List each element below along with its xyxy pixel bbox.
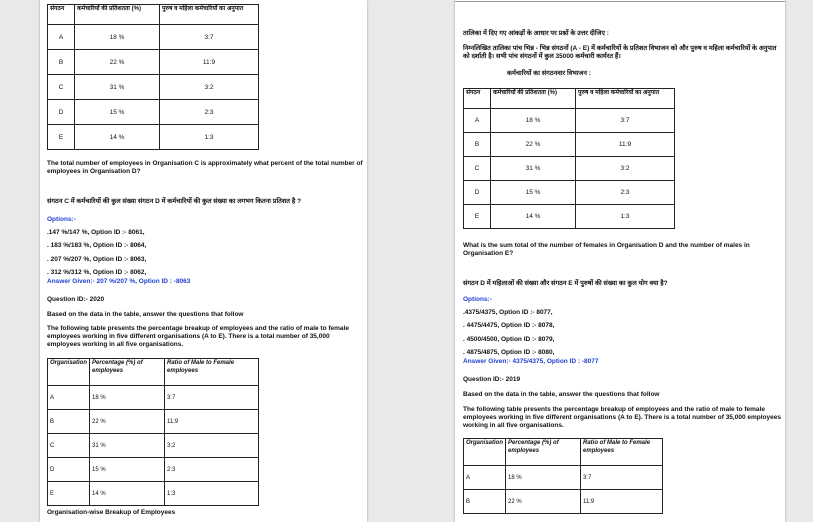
table-cell: C (48, 75, 75, 100)
table-cell: B (464, 490, 506, 514)
header-cell: कर्मचारियों की प्रतिशतता (%) (75, 5, 160, 25)
question-id: Question ID:- 2019 (463, 376, 521, 383)
option-item[interactable]: . 183 %/183 %, Option ID :- 8064, (47, 242, 147, 249)
table-cell: 22 % (90, 410, 165, 434)
header-cell: Percentage (%) of employees (506, 439, 581, 466)
options-label: Options:- (47, 216, 76, 223)
table-cell: 3:2 (165, 434, 259, 458)
table-cell: 18 % (506, 466, 581, 490)
table-cell: E (48, 482, 90, 506)
table-cell: 2:3 (576, 181, 675, 205)
hindi-caption: कर्मचारियों का संगठनवार विभाजन : (507, 70, 591, 77)
table-cell: 1:3 (160, 125, 259, 150)
table-cell: 11:9 (576, 133, 675, 157)
option-item[interactable]: . 4875/4875, Option ID :- 8080, (463, 349, 555, 356)
right-page (455, 0, 785, 522)
option-item[interactable]: .4375/4375, Option ID :- 8077, (463, 309, 553, 316)
table-cell: 14 % (491, 205, 576, 229)
table-cell: D (48, 100, 75, 125)
answer-given: Answer Given:- 207 %/207 %, Option ID : -8063 (47, 278, 191, 285)
option-item[interactable]: . 207 %/207 %, Option ID :- 8063, (47, 256, 147, 263)
hindi-intro: तालिका में दिए गए आंकड़ों के आधार पर प्रश्नों के उत्तर दीजिए : (463, 30, 609, 37)
question-english: The total number of employees in Organisation C is approximately what percent of the total number of employees in Organisation D? (47, 160, 363, 175)
table-cell: 15 % (90, 458, 165, 482)
left-bottom-table (47, 358, 259, 506)
table-cell: 22 % (506, 490, 581, 514)
option-item[interactable]: . 312 %/312 %, Option ID :- 8062, (47, 269, 147, 276)
header-cell: Percentage (%) of employees (90, 359, 165, 386)
right-table (463, 88, 675, 229)
table-cell: 14 % (75, 125, 160, 150)
hindi-paragraph: निम्नलिखित तालिका पांच भिन्न - भिन्न संगठनों (A - E) में कर्मचारियों के प्रतिशत विभाजन को और पुरुष व महिला कर्मचारियों के अनुपात को दर्शाती है। सभी पांच संगठनों में कुल 35000 कर्मचारी कार्यरत हैं। (463, 45, 777, 60)
table-cell: 3:7 (165, 386, 259, 410)
header-cell: Organisation (48, 359, 90, 386)
table-cell: 3:7 (160, 25, 259, 50)
table-cell: C (48, 434, 90, 458)
paragraph: The following table presents the percentage breakup of employees and the ratio of male to female employees working in five different organisations (A to E). There is a total number of 35,000 employees working in all five organisations. (463, 406, 781, 429)
table-cell: B (48, 50, 75, 75)
table-caption: Organisation-wise Breakup of Employees (47, 509, 176, 516)
right-bottom-table (463, 438, 663, 514)
table-cell: E (464, 205, 491, 229)
question-hindi: संगठन C में कर्मचारियों की कुल संख्या संगठन D में कर्मचारियों की कुल संख्या का लगभग कितना प्रतिशत है ? (47, 198, 302, 205)
table-cell: 18 % (75, 25, 160, 50)
table-cell: D (48, 458, 90, 482)
table-cell: 18 % (90, 386, 165, 410)
table-cell: C (464, 157, 491, 181)
header-cell: Ratio of Male to Female employees (581, 439, 663, 466)
header-cell: Ratio of Male to Female employees (165, 359, 259, 386)
header-cell: पुरुष व महिला कर्मचारियों का अनुपात (576, 89, 675, 109)
table-cell: A (464, 109, 491, 133)
header-cell: कर्मचारियों की प्रतिशतता (%) (491, 89, 576, 109)
table-cell: 22 % (491, 133, 576, 157)
header-cell: संगठन (464, 89, 491, 109)
header-cell: संगठन (48, 5, 75, 25)
table-cell: 11:9 (160, 50, 259, 75)
table-cell: E (48, 125, 75, 150)
table-cell: 3:7 (581, 466, 663, 490)
table-cell: 2:3 (160, 100, 259, 125)
question-english: What is the sum total of the number of females in Organisation D and the number of males in Organisation E? (463, 242, 750, 257)
table-cell: 3:2 (576, 157, 675, 181)
table-cell: 15 % (491, 181, 576, 205)
page-divider (455, 1, 785, 2)
answer-given: Answer Given:- 4375/4375, Option ID : -8077 (463, 358, 599, 365)
table-cell: 11:9 (165, 410, 259, 434)
left-page (40, 0, 367, 522)
table-cell: A (48, 386, 90, 410)
paragraph: The following table presents the percentage breakup of employees and the ratio of male to female employees working in five different organisations (A to E). There is a total number of 35,000 employees working in all five organisations. (47, 325, 349, 348)
table-cell: 15 % (75, 100, 160, 125)
instruction: Based on the data in the table, answer the questions that follow (47, 311, 244, 318)
table-cell: 1:3 (165, 482, 259, 506)
option-item[interactable]: . 4500/4500, Option ID :- 8079, (463, 336, 555, 343)
options-label: Options:- (463, 296, 492, 303)
table-cell: 31 % (90, 434, 165, 458)
question-hindi: संगठन D में महिलाओं की संख्या और संगठन E में पुरुषों की संख्या का कुल योग क्या है? (463, 280, 668, 287)
option-item[interactable]: .147 %/147 %, Option ID :- 8061, (47, 229, 145, 236)
table-cell: D (464, 181, 491, 205)
option-item[interactable]: . 4475/4475, Option ID :- 8078, (463, 322, 555, 329)
table-cell: B (48, 410, 90, 434)
header-cell: पुरुष व महिला कर्मचारियों का अनुपात (160, 5, 259, 25)
table-cell: 14 % (90, 482, 165, 506)
table-cell: B (464, 133, 491, 157)
table-cell: 31 % (75, 75, 160, 100)
table-cell: 18 % (491, 109, 576, 133)
question-id: Question ID:- 2020 (47, 296, 105, 303)
table-cell: 3:7 (576, 109, 675, 133)
table-cell: 31 % (491, 157, 576, 181)
table-cell: A (464, 466, 506, 490)
table-cell: A (48, 25, 75, 50)
header-cell: Organisation (464, 439, 506, 466)
table-cell: 11:9 (581, 490, 663, 514)
instruction: Based on the data in the table, answer the questions that follow (463, 391, 660, 398)
left-top-table (47, 4, 259, 150)
table-cell: 2:3 (165, 458, 259, 482)
table-cell: 22 % (75, 50, 160, 75)
table-cell: 1:3 (576, 205, 675, 229)
table-cell: 3:2 (160, 75, 259, 100)
